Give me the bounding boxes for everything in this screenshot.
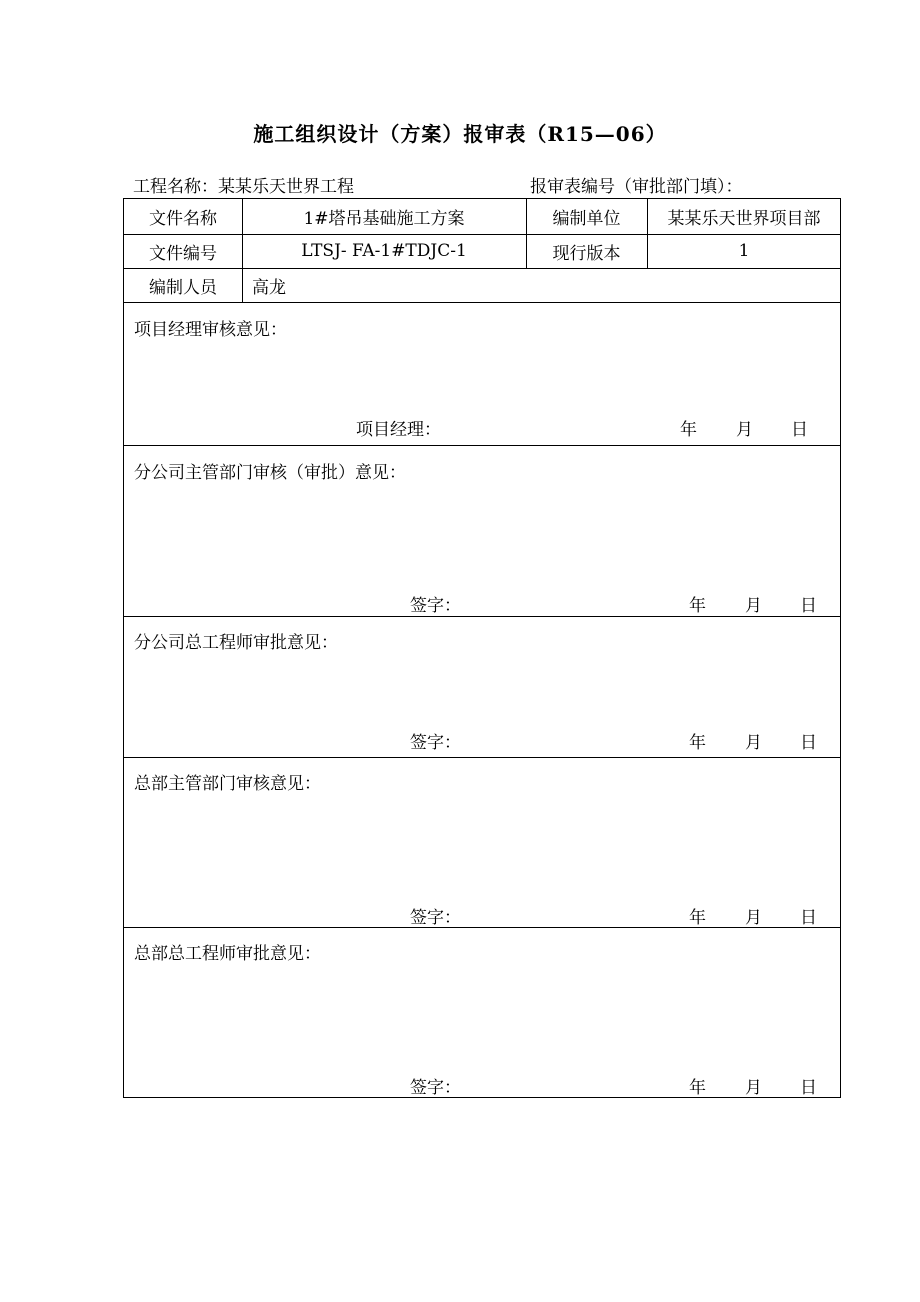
row-divider bbox=[124, 927, 840, 928]
row-divider bbox=[124, 757, 840, 758]
form-number-label: 报审表编号（审批部门填）： bbox=[530, 177, 743, 197]
branch-dept-day: 日 bbox=[800, 596, 817, 616]
file-number-value: LTSJ- FA-1#TDJC-1 bbox=[301, 241, 467, 261]
pm-year: 年 bbox=[680, 420, 697, 440]
file-number-label: 文件编号 bbox=[149, 243, 217, 264]
hq-engineer-review-label: 总部总工程师审批意见： bbox=[134, 944, 321, 964]
compiler-value: 高龙 bbox=[252, 277, 286, 298]
hq-engineer-signer-label: 签字： bbox=[410, 1078, 461, 1098]
branch-dept-signer-label: 签字： bbox=[410, 596, 461, 616]
hq-dept-day: 日 bbox=[800, 908, 817, 928]
hq-dept-review-label: 总部主管部门审核意见： bbox=[134, 774, 321, 794]
branch-engineer-signer-label: 签字： bbox=[410, 733, 461, 753]
pm-month: 月 bbox=[736, 420, 753, 440]
row-divider bbox=[124, 302, 840, 303]
compiler-unit-value: 某某乐天世界项目部 bbox=[667, 209, 821, 229]
branch-engineer-review-label: 分公司总工程师审批意见： bbox=[134, 633, 338, 653]
pm-review-label: 项目经理审核意见： bbox=[134, 320, 287, 340]
hq-dept-signer-label: 签字： bbox=[410, 908, 461, 928]
pm-signer-label: 项目经理： bbox=[356, 420, 441, 440]
form-title: 施工组织设计（方案）报审表（R15—06） bbox=[253, 122, 667, 146]
branch-dept-month: 月 bbox=[745, 596, 762, 616]
project-name: 工程名称：某某乐天世界工程 bbox=[133, 177, 354, 197]
branch-engineer-year: 年 bbox=[689, 733, 706, 753]
branch-dept-year: 年 bbox=[689, 596, 706, 616]
review-form-table bbox=[123, 198, 841, 1098]
compiler-unit-label: 编制单位 bbox=[552, 209, 621, 229]
file-name-label: 文件名称 bbox=[149, 209, 217, 229]
row-divider bbox=[124, 616, 840, 617]
hq-engineer-day: 日 bbox=[800, 1078, 817, 1098]
branch-dept-review-label: 分公司主管部门审核（审批）意见： bbox=[134, 463, 406, 483]
version-value: 1 bbox=[738, 241, 750, 261]
hq-dept-month: 月 bbox=[745, 908, 762, 928]
pm-day: 日 bbox=[791, 420, 808, 440]
version-label: 现行版本 bbox=[552, 243, 621, 264]
hq-engineer-month: 月 bbox=[745, 1078, 762, 1098]
hq-engineer-year: 年 bbox=[689, 1078, 706, 1098]
branch-engineer-month: 月 bbox=[745, 733, 762, 753]
file-name-value: 1#塔吊基础施工方案 bbox=[303, 209, 465, 229]
row-divider bbox=[124, 445, 840, 446]
compiler-label: 编制人员 bbox=[149, 277, 217, 298]
branch-engineer-day: 日 bbox=[800, 733, 817, 753]
hq-dept-year: 年 bbox=[689, 908, 706, 928]
